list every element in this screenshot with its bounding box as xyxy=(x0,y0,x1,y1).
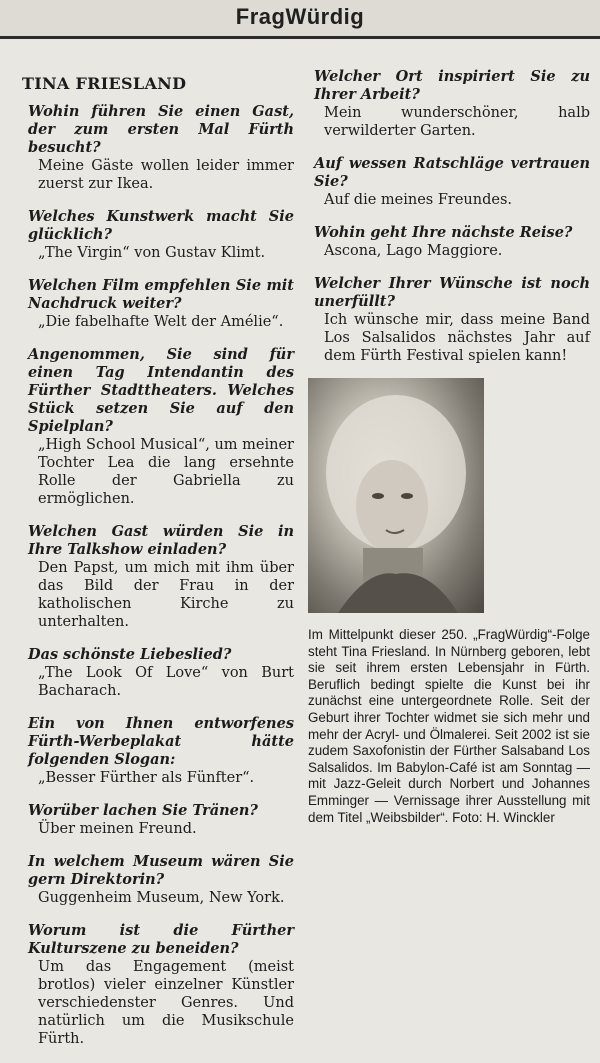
qa-item xyxy=(22,208,294,262)
qa-item xyxy=(22,277,294,331)
qa-item xyxy=(308,68,590,140)
question: Welchen Gast würden Sie in Ihre Talkshow einladen? xyxy=(28,523,294,558)
answer: „High School Musical“, um meiner Tochter Lea die lang ersehnte Rolle der Gabriella zu ermöglichen. xyxy=(38,437,294,507)
right-column xyxy=(308,68,590,826)
qa-item xyxy=(22,646,294,700)
question: Wohin führen Sie einen Gast, der zum ersten Mal Fürth besucht? xyxy=(28,103,294,156)
answer: „The Virgin“ von Gustav Klimt. xyxy=(38,245,266,261)
qa-item xyxy=(22,922,294,1048)
answer: Meine Gäste wollen leider immer zuerst zur Ikea. xyxy=(38,158,294,192)
qa-item xyxy=(22,346,294,508)
question: Das schönste Liebeslied? xyxy=(28,646,232,663)
answer: „The Look Of Love“ von Burt Bacharach. xyxy=(38,665,294,699)
answer: „Die fabelhafte Welt der Amélie“. xyxy=(38,314,284,330)
answer: Um das Engagement (meist brotlos) vieler einzelner Künstler verschiedenster Genres. Und natürlich um die Musikschule Fürth. xyxy=(38,959,294,1047)
question: Worum ist die Fürther Kulturszene zu beneiden? xyxy=(28,922,294,957)
question: Welches Kunstwerk macht Sie glücklich? xyxy=(28,208,294,243)
answer: Mein wunderschöner, halb verwilderter Garten. xyxy=(324,105,590,139)
qa-item xyxy=(22,802,294,838)
question: Ein von Ihnen entworfenes Fürth-Werbeplakat hätte folgenden Slogan: xyxy=(28,715,294,768)
question: Auf wessen Ratschläge vertrauen Sie? xyxy=(314,155,590,190)
question: In welchem Museum wären Sie gern Direktorin? xyxy=(28,853,294,888)
qa-item xyxy=(308,275,590,365)
answer: „Besser Fürther als Fünfter“. xyxy=(38,770,255,786)
right-qa-list xyxy=(308,68,590,365)
question: Welcher Ort inspiriert Sie zu Ihrer Arbeit? xyxy=(314,68,590,103)
question: Angenommen, Sie sind für einen Tag Intendantin des Fürther Stadttheaters. Welches Stück setzen Sie auf den Spielplan? xyxy=(28,346,294,435)
interviewee-name: TINA FRIESLAND xyxy=(22,74,187,93)
left-column xyxy=(22,68,294,1063)
answer: Ascona, Lago Maggiore. xyxy=(324,243,503,259)
answer: Über meinen Freund. xyxy=(38,821,197,837)
question: Welcher Ihrer Wünsche ist noch unerfüllt? xyxy=(314,275,590,310)
column-title: FragWürdig xyxy=(235,4,365,29)
qa-item xyxy=(22,103,294,193)
photo-caption: Im Mittelpunkt dieser 250. „FragWürdig“-Folge steht Tina Friesland. In Nürnberg geboren, lebt sie seit ihrem ersten Lebensjahr in Fürth. Beruflich bedingt spielte die Kunst bei ihr zunächst eine untergeordnete Rolle. Seit der Geburt ihrer Tochter widmet sie sich mehr und mehr der Acryl- und Ölmalerei. Seit 2002 ist sie zudem Saxofonistin der Fürther Salsaband Los Salsalidos. Im Babylon-Café ist am Sonntag — mit Jazz-Geleit durch Norbert und Johannes Emminger — Vernissage ihrer Ausstellung mit dem Titel „Weibsbilder“. Foto: H. Winckler xyxy=(308,627,590,825)
answer: Den Papst, um mich mit ihm über das Bild der Frau in der katholischen Kirche zu unterhalten. xyxy=(38,560,294,630)
portrait-illustration xyxy=(308,378,484,613)
answer: Ich wünsche mir, dass meine Band Los Salsalidos nächstes Jahr auf dem Fürth Festival spielen kann! xyxy=(324,312,590,364)
answer: Guggenheim Museum, New York. xyxy=(38,890,285,906)
qa-item xyxy=(308,224,590,260)
portrait-photo xyxy=(308,378,484,613)
qa-item xyxy=(22,523,294,631)
qa-item xyxy=(308,155,590,209)
question: Wohin geht Ihre nächste Reise? xyxy=(314,224,573,241)
question: Worüber lachen Sie Tränen? xyxy=(28,802,258,819)
answer: Auf die meines Freundes. xyxy=(324,192,512,208)
left-qa-list xyxy=(22,103,294,1048)
question: Welchen Film empfehlen Sie mit Nachdruck weiter? xyxy=(28,277,294,312)
qa-item xyxy=(22,715,294,787)
header-rule xyxy=(0,36,600,39)
